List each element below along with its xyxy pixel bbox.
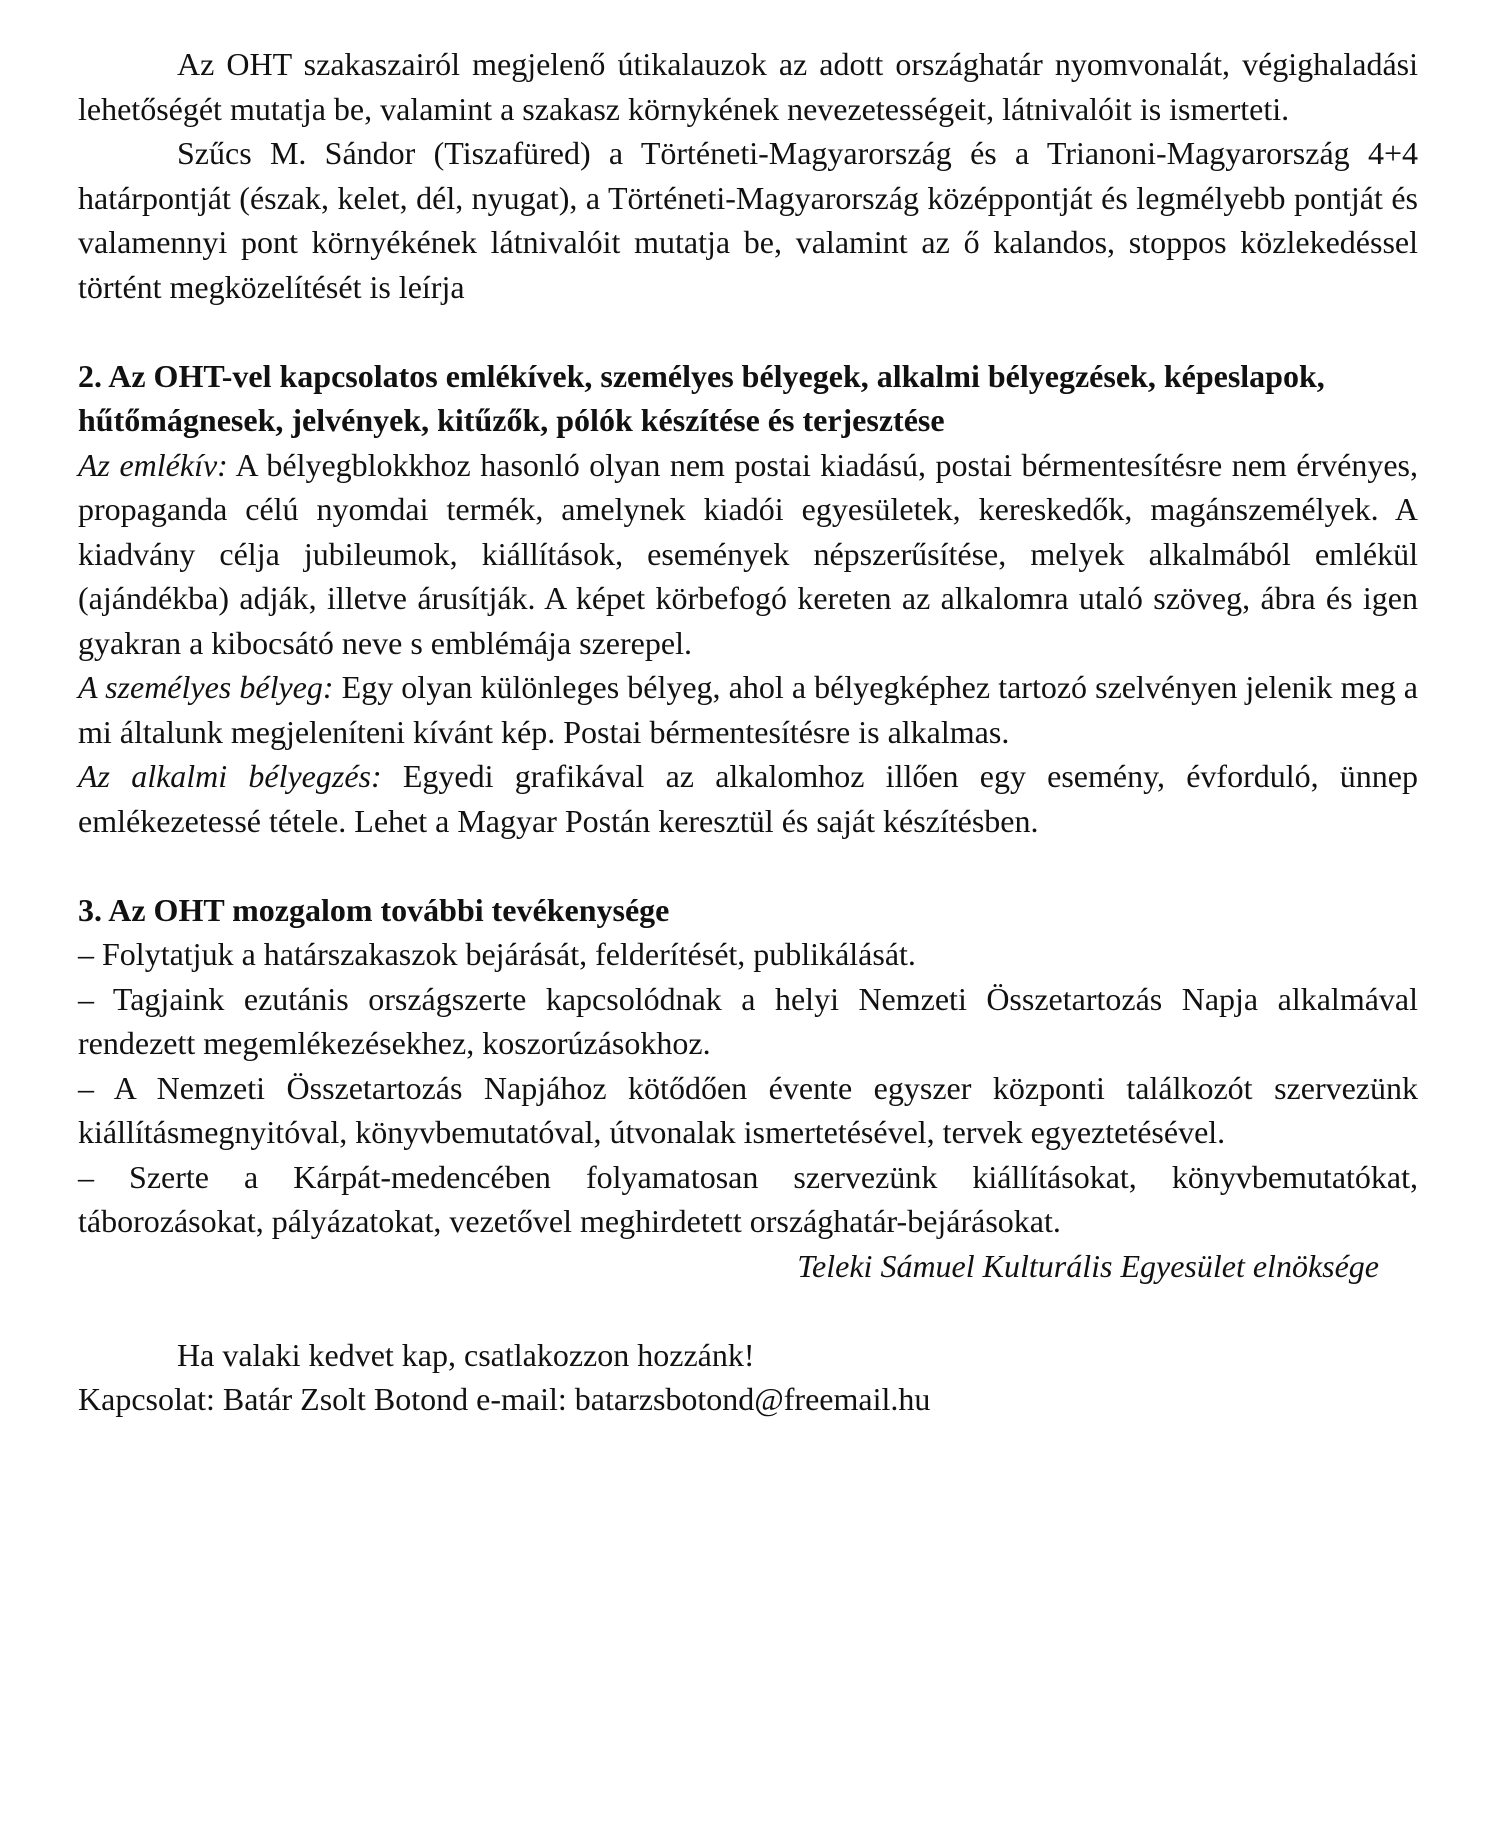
document-page	[78, 42, 1418, 1422]
activity-item: – A Nemzeti Összetartozás Napjához kötődően évente egyszer központi találkozót szervezünk kiállításmegnyitóval, könyvbemutatóval, útvonalak ismertetésével, tervek egyeztetésével.	[78, 1069, 1418, 1150]
definition-text: Egyedi grafikával az alkalomhoz illően egy esemény, évforduló, ünnep emlékezetessé tétele. Lehet a Magyar Postán keresztül és saját készítésben.	[78, 758, 1419, 839]
definition-text: A bélyegblokkhoz hasonló olyan nem postai kiadású, postai bérmentesítésre nem érvényes, propaganda célú nyomdai termék, amelynek kiadói egyesületek, kereskedők, magánszemélyek. A kiadvány célja jubileumok, kiállítások, események népszerűsítése, melyek alkalmából emlékül (ajándékba) adják, illetve árusítják. A képet körbefogó kereten az alkalomra utaló szöveg, ábra és igen gyakran a kibocsátó neve s emblémája szerepel.	[78, 446, 1419, 661]
section-2-heading: 2. Az OHT-vel kapcsolatos emlékívek, személyes bélyegek, alkalmi bélyegzések, képeslapok, hűtőmágnesek, jelvények, kitűzők, pólók készítése és terjesztése	[78, 357, 1325, 438]
intro-paragraph-guides: Az OHT szakaszairól megjelenő útikalauzok az adott országhatár nyomvonalát, végighaladási lehetőségét mutatja be, valamint a szakasz környkének nevezetességeit, látnivalóit is ismerteti.	[78, 46, 1418, 127]
definition-szemelyes-belyeg	[78, 665, 1418, 754]
activity-item: – Tagjaink ezutánis országszerte kapcsolódnak a helyi Nemzeti Összetartozás Napja alkalmával rendezett megemlékezésekhez, koszorúzásokhoz.	[78, 980, 1418, 1061]
activity-item: – Folytatjuk a határszakaszok bejárását, felderítését, publikálását.	[78, 936, 916, 972]
section-3-heading: 3. Az OHT mozgalom további tevékenysége	[78, 891, 670, 928]
intro-paragraph-szucs: Szűcs M. Sándor (Tiszafüred) a Történeti-Magyarország és a Trianoni-Magyarország 4+4 határpontját (észak, kelet, dél, nyugat), a Történeti-Magyarország középpontját és legmélyebb pontját és valamennyi pont környékének látnivalóit mutatja be, valamint az ő kalandos, stoppos közlekedéssel történt megközelítését is leírja	[78, 135, 1418, 305]
activity-item: – Szerte a Kárpát-medencében folyamatosan szervezünk kiállításokat, könyvbemutatókat, táborozásokat, pályázatokat, vezetővel meghirdetett országhatár-bejárásokat.	[78, 1158, 1418, 1239]
definition-term: Az emlékív:	[78, 446, 228, 483]
closing-contact: Kapcsolat: Batár Zsolt Botond e-mail: batarzsbotond@freemail.hu	[78, 1381, 931, 1417]
definition-term: Az alkalmi bélyegzés:	[78, 758, 382, 794]
spacer	[78, 1288, 1418, 1333]
definition-alkalmi-belyegzes	[78, 754, 1418, 843]
definition-emlekiv	[78, 443, 1418, 666]
spacer	[78, 843, 1418, 888]
definition-term: A személyes bélyeg:	[78, 669, 334, 705]
signature: Teleki Sámuel Kulturális Egyesület elnöksége	[797, 1247, 1379, 1284]
spacer	[78, 309, 1418, 354]
closing-invite: Ha valaki kedvet kap, csatlakozzon hozzánk!	[177, 1336, 755, 1373]
definition-text: Egy olyan különleges bélyeg, ahol a bélyegképhez tartozó szelvényen jelenik meg a mi általunk megjeleníteni kívánt kép. Postai bérmentesítésre is alkalmas.	[78, 669, 1419, 750]
